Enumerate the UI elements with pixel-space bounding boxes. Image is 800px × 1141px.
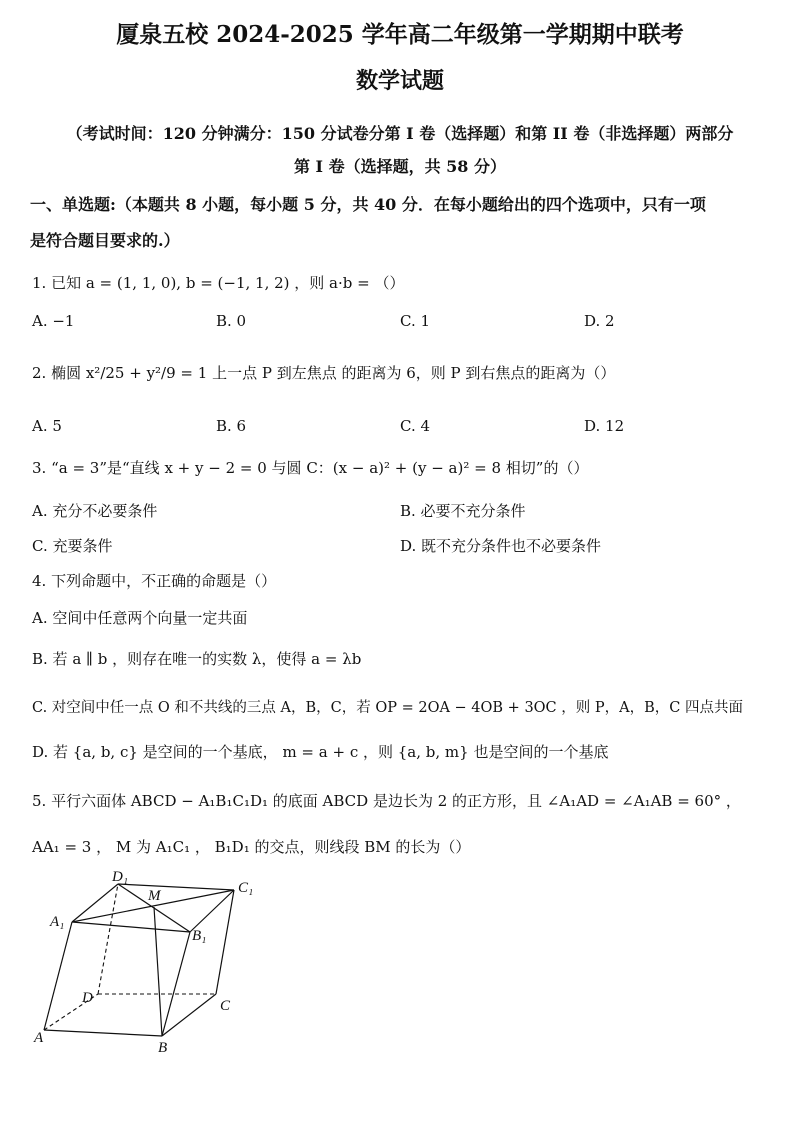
question-3-option-c[interactable]: C. 充要条件 [32, 537, 113, 555]
edge-c-c1 [216, 890, 234, 994]
edge-b-b1 [162, 932, 190, 1036]
question-4-option-c[interactable]: C. 对空间中任一点 O 和不共线的三点 A，B，C，若 OP = 2OA − 4OB + 3OC ，则 P，A，B，C 四点共面 [32, 700, 743, 716]
exam-info: （考试时间：120 分钟满分：150 分试卷分第 I 卷（选择题）和第 II 卷（非选择题）两部分 [66, 124, 734, 143]
exam-subtitle: 数学试题 [355, 68, 444, 94]
question-2-text: 2. 椭圆 x²/25 + y²/9 = 1 上一点 P 到左焦点 的距离为 6，则 P 到右焦点的距离为（） [32, 364, 616, 382]
label-a1: A₁ [50, 914, 65, 930]
question-4-option-b[interactable]: B. 若 a ∥ b ，则存在唯一的实数 λ，使得 a = λb [32, 650, 362, 668]
edge-d1-a1 [72, 884, 118, 922]
question-3-text: 3. “a = 3”是“直线 x + y − 2 = 0 与圆 C：(x − a)² + (y − a)² = 8 相切”的（） [32, 459, 589, 477]
parallelepiped-figure [30, 870, 270, 1060]
question-2-option-c[interactable]: C. 4 [400, 417, 431, 435]
question-5-text-line-2: AA₁ = 3 ， M 为 A₁C₁ ， B₁D₁ 的交点，则线段 BM 的长为（） [32, 838, 471, 856]
edge-c1-d1 [118, 884, 234, 890]
segment-b-m [154, 907, 162, 1036]
question-1-option-b[interactable]: B. 0 [216, 312, 247, 330]
volume-title: 第 I 卷（选择题，共 58 分） [293, 157, 507, 176]
edge-a1-b1 [72, 922, 190, 932]
label-b: B [158, 1040, 168, 1056]
question-4-option-a[interactable]: A. 空间中任意两个向量一定共面 [32, 609, 248, 627]
label-m: M [148, 888, 161, 904]
edge-b-c [162, 994, 216, 1036]
label-c1: C₁ [238, 880, 254, 896]
label-d1: D₁ [112, 870, 129, 885]
label-b1: B₁ [192, 928, 207, 944]
label-d: D [82, 990, 93, 1006]
question-3-option-d[interactable]: D. 既不充分条件也不必要条件 [400, 537, 602, 555]
question-5-text: 5. 平行六面体 ABCD − A₁B₁C₁D₁ 的底面 ABCD 是边长为 2 的正方形，且 ∠A₁AD = ∠A₁AB = 60° ， [32, 792, 741, 810]
question-3-option-b[interactable]: B. 必要不充分条件 [400, 502, 526, 520]
label-c: C [220, 998, 231, 1014]
edge-a-b [44, 1030, 162, 1036]
section-heading-line-1: 一、单选题:（本题共 8 小题，每小题 5 分，共 40 分．在每小题给出的四个选项中，只有一项 [30, 195, 706, 214]
question-2-option-b[interactable]: B. 6 [216, 417, 247, 435]
question-2-option-a[interactable]: A. 5 [32, 417, 62, 435]
section-heading-line-2: 是符合题目要求的.） [30, 231, 180, 250]
question-1-text: 1. 已知 a = (1, 1, 0), b = (−1, 1, 2) ，则 a·b = （） [32, 274, 405, 292]
label-a: A [34, 1030, 44, 1046]
question-3-option-a[interactable]: A. 充分不必要条件 [32, 502, 158, 520]
question-1-option-a[interactable]: A. −1 [32, 312, 75, 330]
question-2-option-d[interactable]: D. 12 [584, 417, 625, 435]
question-1-option-d[interactable]: D. 2 [584, 312, 615, 330]
question-4-option-d[interactable]: D. 若 {a, b, c} 是空间的一个基底， m = a + c ，则 {a, b, m} 也是空间的一个基底 [32, 743, 609, 761]
question-1-option-c[interactable]: C. 1 [400, 312, 431, 330]
exam-title: 厦泉五校 2024-2025 学年高二年级第一学期期中联考 [116, 21, 684, 48]
question-4-text: 4. 下列命题中，不正确的命题是（） [32, 572, 277, 590]
hidden-edge-d-d1 [98, 884, 118, 994]
